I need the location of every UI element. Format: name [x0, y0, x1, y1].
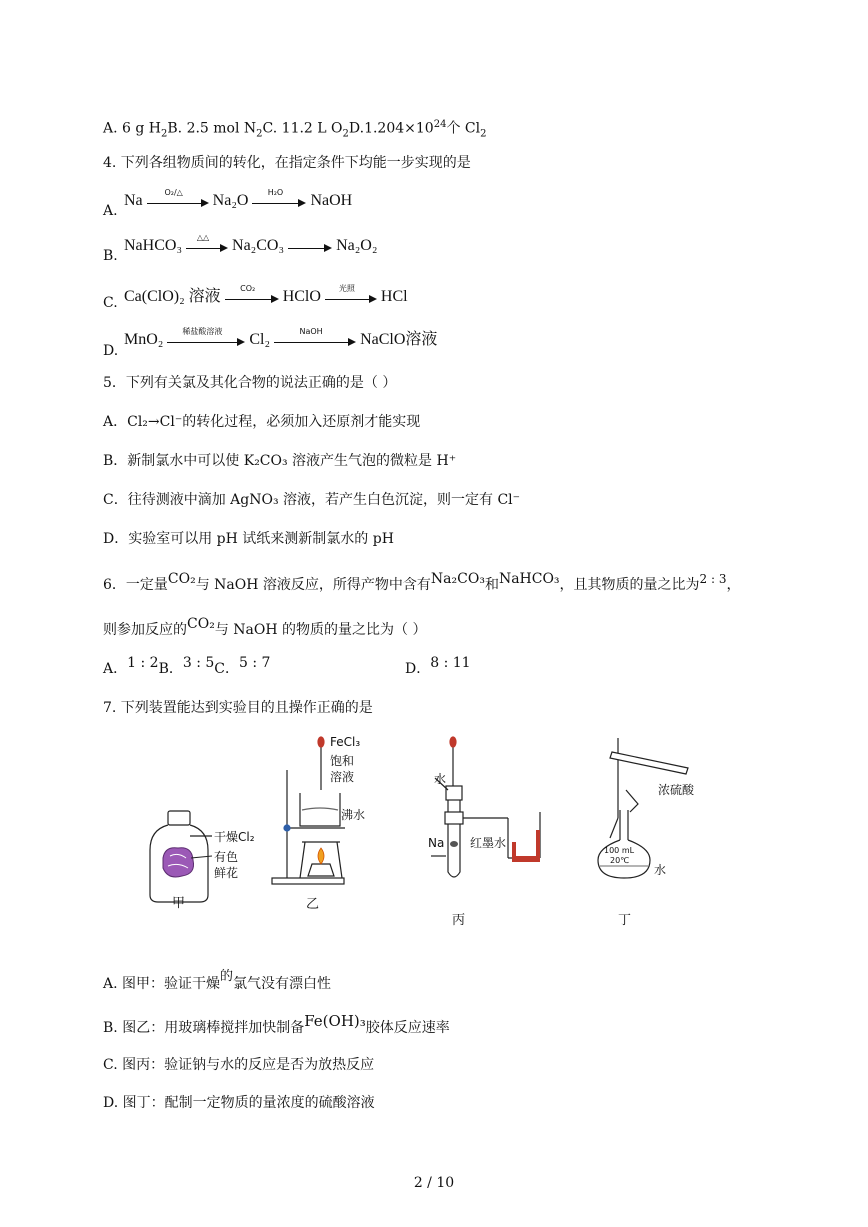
q7-option-a	[103, 969, 332, 995]
q4-c-start: Ca(ClO)₂ 溶液	[124, 288, 221, 305]
q6-opt-d: 8 : 11	[430, 655, 471, 671]
q4-b-start: NaHCO₃	[124, 237, 183, 254]
fig-ding-label-temp: 20℃	[610, 856, 630, 865]
q6-opt-a: 1 : 2	[127, 655, 159, 671]
fig-bing-label-na: Na	[428, 836, 445, 850]
q4-b-end: Na₂O₂	[336, 237, 378, 254]
q7-option-d: D. 图丁：配制一定物质的量浓度的硫酸溶液	[103, 1095, 375, 1111]
q5-option-d: D．实验室可以用 pH 试纸来测新制氯水的 pH	[103, 531, 394, 547]
fig-yi-label-saturated: 饱和	[330, 754, 355, 768]
q7-opt-b-chem: Fe(OH)₃	[304, 1012, 366, 1030]
q4-d-cond1: 稀盐酸溶液	[182, 327, 223, 337]
q3-option-b: B. 2.5 mol N	[167, 120, 257, 137]
fig-yi-label-boiling-water: 沸水	[341, 808, 366, 822]
q6-co2: CO₂	[167, 571, 196, 587]
q6-l2b: 与 NaOH 的物质的量之比为（ ）	[214, 622, 427, 638]
fig-jia-caption: 甲	[172, 896, 186, 911]
q3-option-d-tail: 个 Cl	[446, 120, 481, 137]
q4-d-mid: Cl₂	[249, 331, 271, 348]
q6-na2co3: Na₂CO₃	[430, 571, 485, 587]
q7-opt-a-tail: 氯气没有漂白性	[233, 976, 332, 992]
q3-option-a-sub: 2	[161, 128, 168, 140]
q7-opt-a-de: 的	[220, 969, 234, 984]
fig-jia-label-flower: 鲜花	[214, 866, 239, 880]
q6-l1e: ，	[726, 577, 741, 593]
q6-nahco3: NaHCO₃	[498, 571, 560, 587]
q4-b-mid: Na₂CO₃	[232, 237, 285, 254]
q4-a-cond1: O₂/△	[164, 188, 183, 198]
q3-option-c: C. 11.2 L O	[262, 120, 343, 137]
fig-ding-caption: 丁	[618, 913, 632, 928]
fig-jia-label-colored: 有色	[214, 850, 239, 864]
q5-option-c: C．往待测液中滴加 AgNO₃ 溶液，若产生白色沉淀，则一定有 Cl⁻	[103, 492, 521, 508]
q4-b-cond1: △△	[196, 233, 210, 243]
q3-option-d-sup: 24	[433, 119, 447, 130]
q4-c-end: HCl	[380, 288, 408, 305]
q4-a-start: Na	[124, 192, 143, 209]
q4-option-c-label: C.	[103, 295, 118, 311]
q4-a-end: NaOH	[310, 192, 353, 209]
q4-option-b-label: B.	[103, 248, 118, 264]
q7-option-b	[103, 1012, 450, 1038]
sodium-piece-icon	[450, 841, 458, 847]
q5-stem: 5．下列有关氯及其化合物的说法正确的是（ ）	[103, 375, 397, 391]
fig-ding-label-conc-acid: 浓硫酸	[658, 783, 695, 797]
fig-ding-label-volume: 100 mL	[604, 846, 635, 855]
q4-c-mid: HClO	[282, 288, 321, 305]
red-ink-fill	[512, 830, 540, 862]
flame-icon	[318, 848, 324, 864]
q4-option-a-label: A.	[103, 203, 118, 219]
fig-ding-label-water: 水	[654, 863, 667, 877]
q7-opt-b-text: B. 图乙：用玻璃棒搅拌加快制备	[103, 1020, 305, 1036]
q7-opt-b-tail: 胶体反应速率	[365, 1020, 450, 1036]
q6-ratio: 2 : 3	[699, 572, 727, 586]
page-number: 2 / 10	[413, 1175, 455, 1191]
q3-option-a: A. 6 g H	[103, 120, 161, 137]
q6-opt-c-label: C．	[214, 661, 240, 677]
q3-option-c-sub: 2	[342, 128, 349, 140]
q6-opt-b-label: B．	[158, 661, 183, 677]
q5-option-b: B．新制氯水中可以使 K₂CO₃ 溶液产生气泡的微粒是 H⁺	[103, 453, 457, 469]
q6-l1c: 和	[484, 577, 499, 593]
fig-yi-label-solution: 溶液	[330, 770, 355, 784]
q4-c-cond1: CO₂	[240, 284, 256, 294]
q6-l1a: 6．一定量	[103, 577, 168, 593]
q6-opt-a-label: A．	[103, 661, 128, 677]
q7-stem: 7. 下列装置能达到实验目的且操作正确的是	[103, 700, 373, 716]
q6-l1b: 与 NaOH 溶液反应，所得产物中含有	[195, 577, 431, 593]
q6-l2a: 则参加反应的	[103, 622, 187, 638]
q4-c-cond2: 光照	[338, 284, 355, 294]
q4-a-cond2: H₂O	[267, 188, 284, 198]
q6-l1d: ，且其物质的量之比为	[559, 577, 700, 593]
q4-d-end: NaClO溶液	[360, 331, 438, 348]
q7-option-c: C. 图丙：验证钠与水的反应是否为放热反应	[103, 1057, 375, 1073]
q3-option-b-sub: 2	[256, 128, 263, 140]
fig-bing-label-water: 水	[434, 772, 447, 786]
q4-d-start: MnO₂	[124, 331, 164, 348]
q4-stem: 4. 下列各组物质间的转化，在指定条件下均能一步实现的是	[103, 155, 471, 171]
q3-option-d-sub: 2	[480, 128, 487, 140]
q4-d-cond2: NaOH	[299, 327, 323, 337]
q6-opt-b: 3 : 5	[182, 655, 215, 671]
q3-option-d: D.1.204×10	[348, 120, 434, 137]
fig-yi-caption: 乙	[306, 897, 320, 912]
q7-opt-a-text: A. 图甲：验证干燥	[103, 976, 221, 992]
fig-yi-label-fecl3: FeCl₃	[330, 735, 361, 749]
q4-a-mid: Na₂O	[212, 192, 249, 209]
q5-option-a: A．Cl₂→Cl⁻的转化过程，必须加入还原剂才能实现	[103, 414, 421, 430]
flower-icon	[163, 848, 212, 877]
fig-bing-caption: 丙	[452, 913, 466, 928]
q6-opt-d-label: D．	[405, 661, 431, 677]
q6-opt-c: 5 : 7	[239, 655, 271, 671]
fig-bing-label-red-ink: 红墨水	[470, 836, 507, 850]
q4-option-d-label: D.	[103, 343, 119, 359]
q6-l2-co2: CO₂	[187, 616, 215, 632]
fig-jia-label-dry-cl2: 干燥Cl₂	[214, 830, 255, 844]
